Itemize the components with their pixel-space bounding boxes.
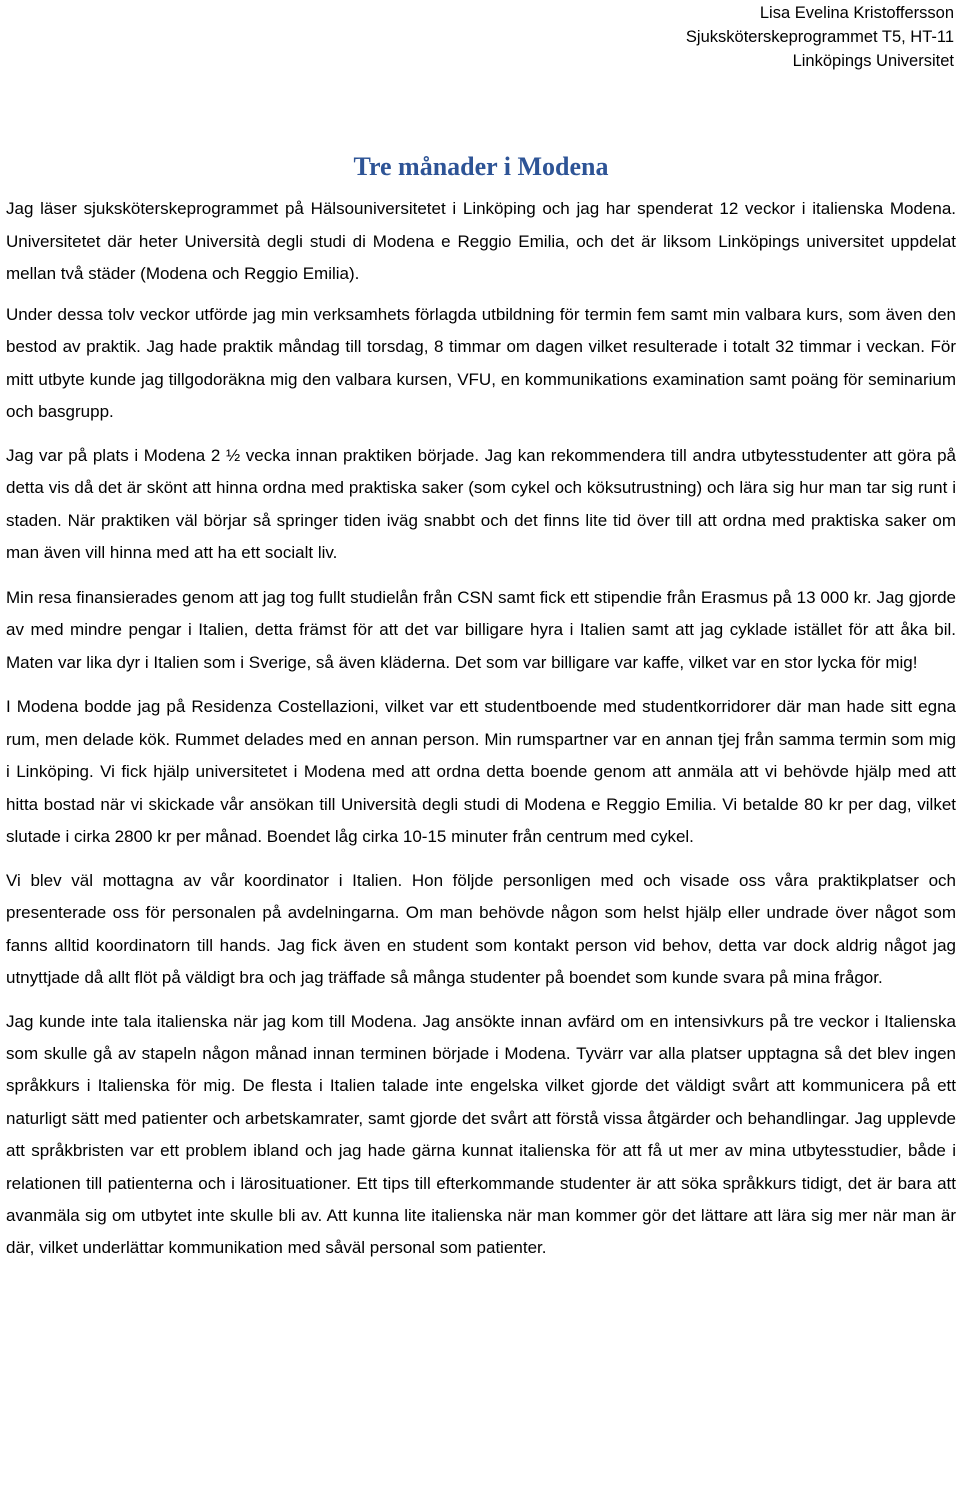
paragraph-housing: I Modena bodde jag på Residenza Costellazioni, vilket var ett studentboende med studentkorridorer där man hade sitt egna rum, men delade kök. Rummet delades med en annan person. Min rumspartner var en annan tjej från samma termin som mig i Linköping. Vi fick hjälp universitetet i Modena med att ordna detta boende genom att anmäla att vi behövde hjälp med att hitta bostad när vi skickade vår ansökan till Università degli studi di Modena e Reggio Emilia. Vi betalde 80 kr per dag, vilket slutade i cirka 2800 kr per månad. Boendet låg cirka 10-15 minuter från centrum med cykel. [6,697,956,846]
paragraph-coordinator: Vi blev väl mottagna av vår koordinator i Italien. Hon följde personligen med och visade oss våra praktikplatser och presenterade oss för personalen på avdelningarna. Om man behövde någon som helst hjälp eller undrade över något som fanns alltid koordinatorn till hands. Jag fick även en student som kontakt person vid behov, detta var dock aldrig något jag utnyttjade då allt flöt på väldigt bra och jag träffade så många studenter på boendet som kunde svara på mina frågor. [6,870,956,987]
program-name: Sjuksköterskeprogrammet T5, HT-11 [685,28,954,46]
paragraph-arrival: Jag var på plats i Modena 2 ½ vecka innan praktiken började. Jag kan rekommendera till andra utbytesstudenter att göra på detta vis då det är skönt att hinna ordna med praktiska saker (som cykel och köksutrustning) och lära sig hur man tar sig runt i staden. När praktiken väl börjar så springer tiden iväg snabbt och det finns lite tid över till att ordna med praktiska saker om man även vill hinna med att ha ett socialt liv. [6,445,956,562]
university-name: Linköpings Universitet [792,52,954,70]
page-header [6,0,956,73]
paragraph-finances: Min resa finansierades genom att jag tog fullt studielån från CSN samt fick ett stipendie från Erasmus på 13 000 kr. Jag gjorde av med mindre pengar i Italien, detta främst för att det var billigare hyra i Italien samt att jag cyklade istället för att åka bil. Maten var lika dyr i Italien som i Sverige, så även kläderna. Det som var billigare var kaffe, vilket var en stor lycka för mig! [6,587,956,672]
author-name: Lisa Evelina Kristoffersson [759,4,954,22]
document-title: Tre månader i Modena [353,152,609,181]
paragraph-studies: Under dessa tolv veckor utförde jag min verksamhets förlagda utbildning för termin fem samt min valbara kurs, som även den bestod av praktik. Jag hade praktik måndag till torsdag, 8 timmar om dagen vilket resulterade i totalt 32 timmar i veckan. För mitt utbyte kunde jag tillgodoräkna mig den valbara kursen, VFU, en kommunikations examination samt poäng för seminarium och basgrupp. [6,304,956,421]
paragraph-language: Jag kunde inte tala italienska när jag kom till Modena. Jag ansökte innan avfärd om en intensivkurs på tre veckor i Italienska som skulle gå av stapeln någon månad innan terminen började i Modena. Tyvärr var alla platser upptagna så det blev ingen språkkurs i Italienska för mig. De flesta i Italien talade inte engelska vilket gjorde det väldigt svårt att kommunicera på ett naturligt sätt med patienter och arbetskamrater, samt gjorde det svårt att förstå vissa åtgärder och behandlingar. Jag upplevde att språkbristen var ett problem ibland och jag hade gärna kunnat italienska för att få ut mer av mina utbytesstudier, både i relationen till patienterna och i lärosituationer. Ett tips till efterkommande studenter är att söka språkkurs tidigt, det är bara att avanmäla sig om utbytet inte skulle bli av. Att kunna lite italienska när man kommer gör det lättare att lära sig mer när man är där, vilket underlättar kommunikation med såväl personal som patienter. [6,1011,956,1258]
paragraph-intro: Jag läser sjuksköterskeprogrammet på Hälsouniversitetet i Linköping och jag har spenderat 12 veckor i italienska Modena. Universitetet där heter Università degli studi di Modena e Reggio Emilia, och det är liksom Linköpings universitet uppdelat mellan två städer (Modena och Reggio Emilia). [6,199,956,283]
